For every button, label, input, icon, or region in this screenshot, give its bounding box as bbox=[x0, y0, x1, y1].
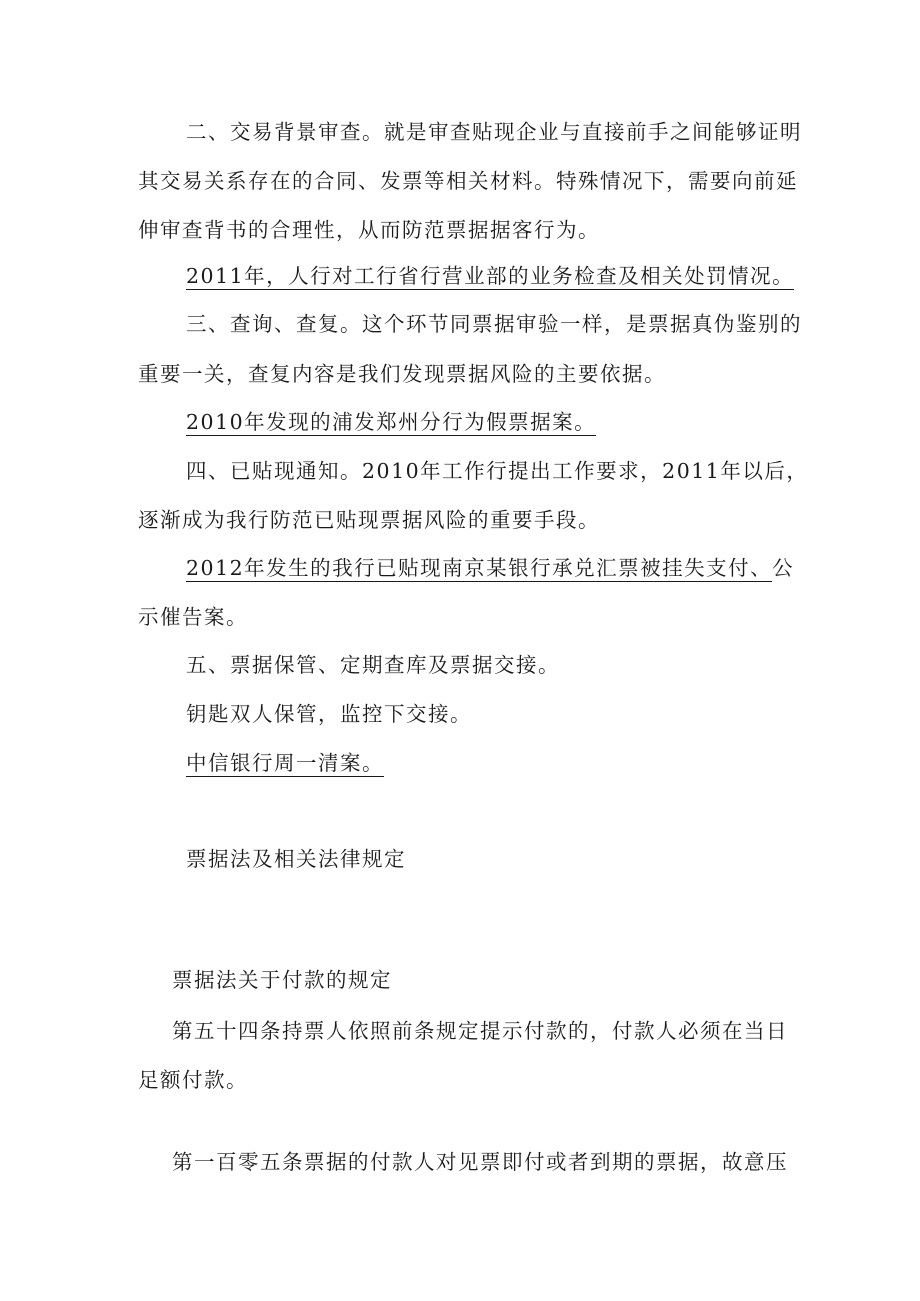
paragraph-line: 第一百零五条票据的付款人对见票即付或者到期的票据，故意压 bbox=[172, 1150, 788, 1174]
paragraph-line: 逐渐成为我行防范已贴现票据风险的重要手段。 bbox=[138, 508, 600, 532]
paragraph-line: 五、票据保管、定期查库及票据交接。 bbox=[186, 653, 560, 677]
underlined-case-text: 2010年发现的浦发郑州分行为假票据案。 bbox=[186, 410, 597, 434]
paragraph-line: 示催告案。 bbox=[138, 605, 248, 629]
paragraph-line: 三、查询、查复。这个环节同票据审验一样，是票据真伪鉴别的 bbox=[186, 312, 802, 336]
paragraph-line: 第五十四条持票人依照前条规定提示付款的，付款人必须在当日 bbox=[172, 1019, 788, 1043]
paragraph-line: 重要一关，查复内容是我们发现票据风险的主要依据。 bbox=[138, 362, 666, 386]
paragraph-line: 伸审查背书的合理性，从而防范票据据客行为。 bbox=[138, 218, 600, 242]
underlined-case-text: 2012年发生的我行已贴现南京某银行承兑汇票被挂失支付、 bbox=[186, 556, 773, 580]
section-heading: 票据法及相关法律规定 bbox=[186, 847, 406, 871]
subsection-heading: 票据法关于付款的规定 bbox=[172, 968, 392, 992]
paragraph-line: 四、已贴现通知。2010年工作行提出工作要求，2011年以后， bbox=[186, 459, 809, 483]
case-line bbox=[186, 408, 596, 436]
paragraph-line: 二、交易背景审查。就是审查贴现企业与直接前手之间能够证明 bbox=[186, 120, 802, 144]
underlined-case-text: 中信银行周一清案。 bbox=[186, 751, 384, 775]
case-line bbox=[186, 749, 384, 777]
case-line bbox=[186, 554, 794, 582]
paragraph-line: 其交易关系存在的合同、发票等相关材料。特殊情况下，需要向前延 bbox=[138, 169, 798, 193]
underlined-case-text: 2011年，人行对工行省行营业部的业务检查及相关处罚情况。 bbox=[186, 264, 795, 288]
case-line bbox=[186, 262, 794, 290]
paragraph-line: 钥匙双人保管，监控下交接。 bbox=[186, 702, 472, 726]
paragraph-line: 足额付款。 bbox=[138, 1068, 248, 1092]
paragraph-text: 公 bbox=[772, 556, 795, 580]
